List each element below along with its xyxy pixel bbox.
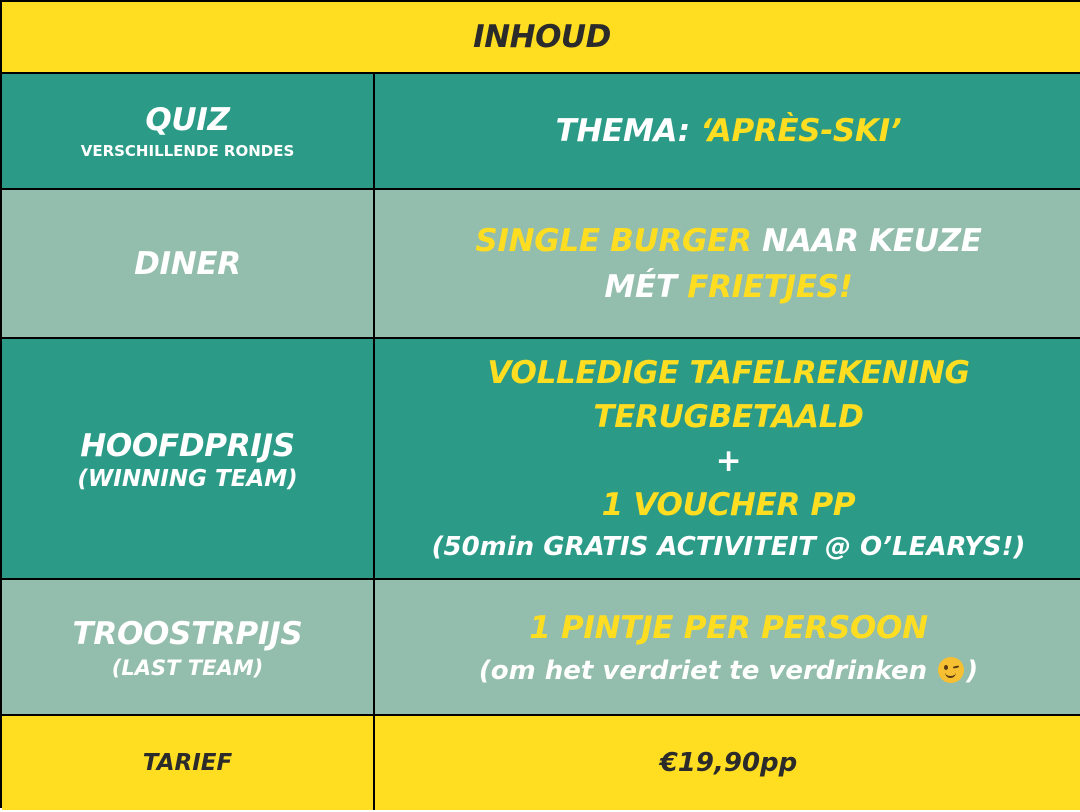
row-value-hoofdprijs: [375, 339, 1080, 580]
troostprijs-line-2-text: (om het verdriet te verdrinken: [478, 656, 937, 686]
row-label-diner: [2, 190, 375, 339]
row-value-diner: [375, 190, 1080, 339]
quiz-theme-prefix: THEMA:: [555, 113, 701, 149]
row-label-tarief: [2, 716, 375, 810]
diner-choice: NAAR KEUZE: [751, 222, 982, 259]
winking-face-icon: [938, 657, 964, 683]
table-header: [2, 2, 1080, 74]
hoofdprijs-line-4: (50min GRATIS ACTIVITEIT @ O’LEARYS!): [431, 531, 1026, 562]
diner-line-2: [604, 264, 852, 310]
quiz-theme-name: ‘APRÈS-SKI’: [700, 113, 902, 149]
quiz-theme-text: [556, 108, 902, 154]
row-label-quiz: [2, 74, 375, 190]
diner-burger: SINGLE BURGER: [475, 222, 752, 259]
troostprijs-line-2-close: ): [966, 656, 979, 686]
row-value-troostprijs: [375, 580, 1080, 716]
hoofdprijs-plus: +: [715, 442, 742, 479]
tarief-label: TARIEF: [142, 750, 233, 776]
row-label-troostprijs: [2, 580, 375, 716]
troostprijs-sublabel: (LAST TEAM): [111, 656, 264, 680]
diner-fries: FRIETJES!: [687, 268, 853, 305]
diner-label: DINER: [134, 245, 241, 282]
hoofdprijs-line-3: 1 VOUCHER PP: [601, 486, 856, 523]
diner-line-1: [475, 218, 981, 264]
tarief-value: €19,90pp: [659, 748, 798, 778]
hoofdprijs-label: HOOFDPRIJS: [80, 427, 295, 464]
quiz-sublabel: VERSCHILLENDE RONDES: [80, 142, 295, 160]
diner-with: MÉT: [604, 268, 688, 305]
row-value-tarief: [375, 716, 1080, 810]
row-label-hoofdprijs: [2, 339, 375, 580]
hoofdprijs-sublabel: (WINNING TEAM): [77, 465, 298, 492]
hoofdprijs-line-1: VOLLEDIGE TAFELREKENING: [487, 354, 970, 391]
row-value-quiz: [375, 74, 1080, 190]
quiz-label: QUIZ: [145, 102, 230, 138]
troostprijs-label: TROOSTRPIJS: [72, 616, 303, 652]
header-title: INHOUD: [473, 19, 611, 55]
troostprijs-line-2: [479, 652, 978, 690]
hoofdprijs-line-2: TERUGBETAALD: [593, 398, 864, 435]
troostprijs-line-1: 1 PINTJE PER PERSOON: [529, 610, 928, 646]
